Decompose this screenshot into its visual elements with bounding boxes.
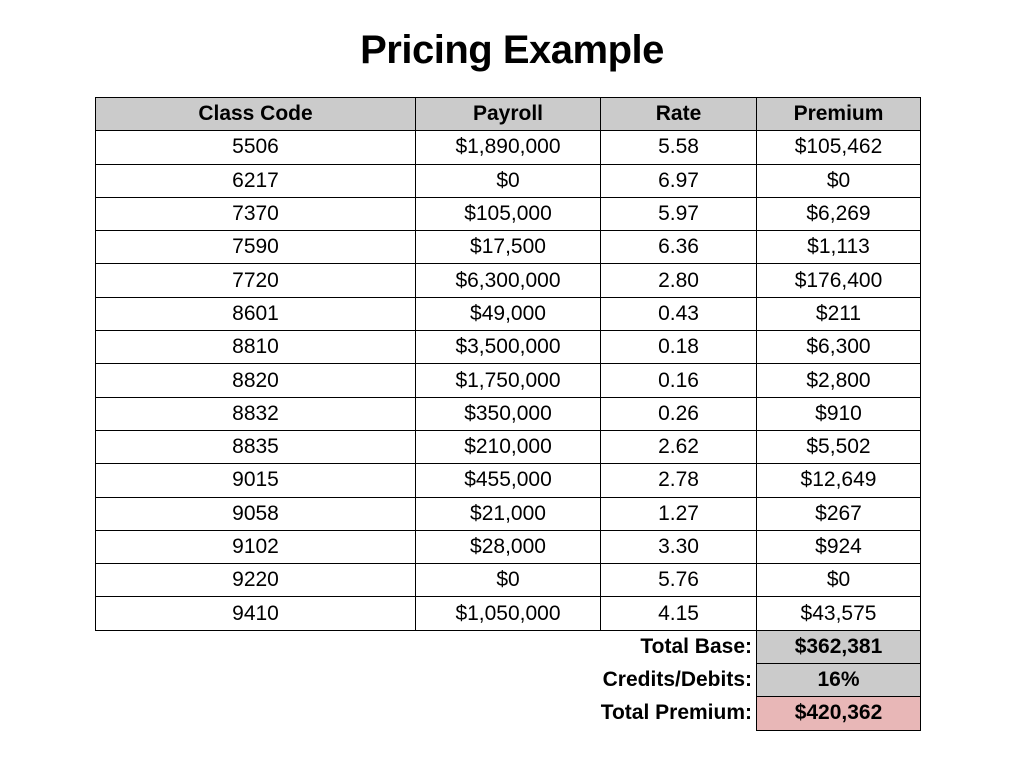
cell-premium: $2,800 bbox=[757, 364, 921, 397]
table-row bbox=[96, 231, 921, 264]
total-premium-value: $420,362 bbox=[757, 697, 921, 730]
cell-premium: $176,400 bbox=[757, 264, 921, 297]
table-row bbox=[96, 264, 921, 297]
table-row bbox=[96, 430, 921, 463]
cell-payroll: $455,000 bbox=[416, 464, 601, 497]
table-body bbox=[96, 131, 921, 630]
cell-rate: 1.27 bbox=[601, 497, 757, 530]
cell-class-code: 8810 bbox=[96, 331, 416, 364]
cell-premium: $0 bbox=[757, 564, 921, 597]
cell-rate: 2.62 bbox=[601, 430, 757, 463]
cell-rate: 5.76 bbox=[601, 564, 757, 597]
table-row bbox=[96, 564, 921, 597]
cell-payroll: $1,750,000 bbox=[416, 364, 601, 397]
cell-premium: $1,113 bbox=[757, 231, 921, 264]
cell-rate: 0.16 bbox=[601, 364, 757, 397]
cell-payroll: $1,050,000 bbox=[416, 597, 601, 630]
cell-class-code: 8835 bbox=[96, 430, 416, 463]
cell-premium: $5,502 bbox=[757, 430, 921, 463]
total-premium-row bbox=[96, 697, 921, 730]
cell-rate: 3.30 bbox=[601, 530, 757, 563]
cell-payroll: $350,000 bbox=[416, 397, 601, 430]
cell-class-code: 7720 bbox=[96, 264, 416, 297]
cell-class-code: 8832 bbox=[96, 397, 416, 430]
table-row bbox=[96, 464, 921, 497]
cell-payroll: $17,500 bbox=[416, 231, 601, 264]
cell-payroll: $3,500,000 bbox=[416, 331, 601, 364]
table-row bbox=[96, 597, 921, 630]
table-row bbox=[96, 497, 921, 530]
cell-payroll: $210,000 bbox=[416, 430, 601, 463]
page-title: Pricing Example bbox=[360, 28, 664, 72]
cell-rate: 2.80 bbox=[601, 264, 757, 297]
cell-premium: $924 bbox=[757, 530, 921, 563]
cell-rate: 5.97 bbox=[601, 197, 757, 230]
cell-premium: $6,300 bbox=[757, 331, 921, 364]
table-row bbox=[96, 131, 921, 164]
cell-premium: $105,462 bbox=[757, 131, 921, 164]
cell-payroll: $0 bbox=[416, 564, 601, 597]
credits-debits-row bbox=[96, 664, 921, 697]
cell-payroll: $1,890,000 bbox=[416, 131, 601, 164]
cell-premium: $211 bbox=[757, 297, 921, 330]
cell-premium: $0 bbox=[757, 164, 921, 197]
table-row bbox=[96, 164, 921, 197]
total-premium-label: Total Premium: bbox=[600, 701, 752, 725]
table-row bbox=[96, 397, 921, 430]
cell-payroll: $6,300,000 bbox=[416, 264, 601, 297]
cell-payroll: $28,000 bbox=[416, 530, 601, 563]
cell-class-code: 7370 bbox=[96, 197, 416, 230]
table-row bbox=[96, 364, 921, 397]
cell-premium: $910 bbox=[757, 397, 921, 430]
table-row bbox=[96, 197, 921, 230]
cell-class-code: 7590 bbox=[96, 231, 416, 264]
credits-debits-value: 16% bbox=[757, 664, 921, 697]
table-row bbox=[96, 530, 921, 563]
cell-class-code: 9015 bbox=[96, 464, 416, 497]
cell-rate: 6.97 bbox=[601, 164, 757, 197]
cell-payroll: $49,000 bbox=[416, 297, 601, 330]
cell-premium: $43,575 bbox=[757, 597, 921, 630]
cell-payroll: $105,000 bbox=[416, 197, 601, 230]
cell-payroll: $0 bbox=[416, 164, 601, 197]
cell-class-code: 8820 bbox=[96, 364, 416, 397]
cell-class-code: 9220 bbox=[96, 564, 416, 597]
total-base-value: $362,381 bbox=[757, 630, 921, 663]
cell-class-code: 8601 bbox=[96, 297, 416, 330]
pricing-table bbox=[95, 97, 921, 731]
header-rate: Rate bbox=[601, 98, 757, 131]
cell-rate: 5.58 bbox=[601, 131, 757, 164]
cell-rate: 0.18 bbox=[601, 331, 757, 364]
cell-class-code: 9410 bbox=[96, 597, 416, 630]
credits-debits-label: Credits/Debits: bbox=[602, 668, 752, 692]
cell-premium: $267 bbox=[757, 497, 921, 530]
total-base-row bbox=[96, 630, 921, 663]
cell-rate: 0.43 bbox=[601, 297, 757, 330]
cell-rate: 6.36 bbox=[601, 231, 757, 264]
header-payroll: Payroll bbox=[416, 98, 601, 131]
cell-class-code: 9102 bbox=[96, 530, 416, 563]
total-base-label: Total Base: bbox=[640, 635, 752, 659]
cell-premium: $12,649 bbox=[757, 464, 921, 497]
cell-class-code: 6217 bbox=[96, 164, 416, 197]
header-premium: Premium bbox=[757, 98, 921, 131]
cell-rate: 2.78 bbox=[601, 464, 757, 497]
table-header-row bbox=[96, 98, 921, 131]
header-class-code: Class Code bbox=[96, 98, 416, 131]
table-row bbox=[96, 331, 921, 364]
cell-premium: $6,269 bbox=[757, 197, 921, 230]
cell-rate: 4.15 bbox=[601, 597, 757, 630]
cell-payroll: $21,000 bbox=[416, 497, 601, 530]
cell-class-code: 9058 bbox=[96, 497, 416, 530]
cell-rate: 0.26 bbox=[601, 397, 757, 430]
table-row bbox=[96, 297, 921, 330]
cell-class-code: 5506 bbox=[96, 131, 416, 164]
